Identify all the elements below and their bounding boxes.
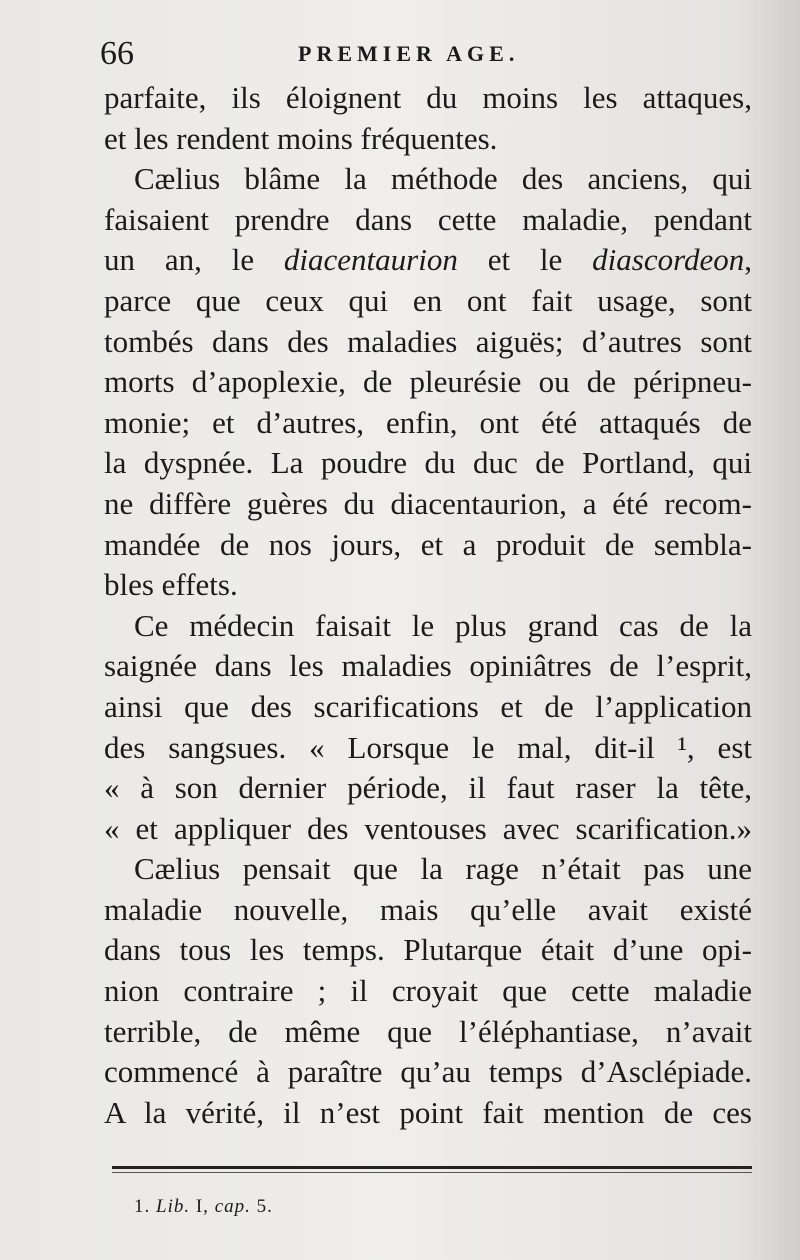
footnote-lib: Lib.: [156, 1196, 191, 1217]
text-line: et les rendent moins fréquentes.: [104, 120, 498, 156]
text-line: Cælius blâme la méthode des anciens, qui: [134, 161, 752, 197]
text-line: Ce médecin faisait le plus grand cas de la: [134, 607, 752, 643]
text-line: ne diffère guères du diacentaurion, a été recom-: [104, 485, 752, 521]
text-line: des sangsues. « Lorsque le mal, dit-il ¹, est: [104, 729, 752, 765]
text-line: nion contraire ; il croyait que cette maladie: [104, 973, 752, 1009]
footnote-rule: [112, 1166, 752, 1169]
running-head: PREMIER AGE.: [298, 41, 520, 66]
text-line: dans tous les temps. Plutarque était d’une opi-: [104, 932, 752, 968]
text-line: monie; et d’autres, enfin, ont été attaqués de: [104, 404, 752, 440]
footnote-cap: cap.: [214, 1196, 251, 1217]
text-line: saignée dans les maladies opiniâtres de l’esprit,: [104, 648, 752, 684]
text-line: la dyspnée. La poudre du duc de Portland, qui: [104, 445, 752, 481]
text-line: maladie nouvelle, mais qu’elle avait existé: [104, 891, 752, 927]
page-header: [100, 34, 760, 74]
text-line: Cælius pensait que la rage n’était pas une: [134, 851, 752, 887]
footnote-marker: 1.: [134, 1196, 151, 1217]
text-line: un an, le diacentaurion et le diascordeon,: [104, 242, 752, 278]
text-line: parce que ceux qui en ont fait usage, sont: [104, 282, 752, 318]
text-line: A la vérité, il n’est point fait mention de ces: [104, 1094, 752, 1130]
text-line: tombés dans des maladies aiguës; d’autres sont: [104, 323, 752, 359]
text-line: parfaite, ils éloignent du moins les attaques,: [104, 80, 752, 115]
footnote-rule-thin: [112, 1172, 752, 1173]
footnote-chapter: 5.: [256, 1196, 273, 1217]
footnote: [134, 1194, 734, 1220]
text-line: faisaient prendre dans cette maladie, pendant: [104, 201, 752, 237]
body-text: [104, 78, 752, 1133]
text-line: ainsi que des scarifications et de l’application: [104, 688, 752, 724]
text-line: morts d’apoplexie, de pleurésie ou de péripneu-: [104, 364, 752, 400]
text-line: bles effets.: [104, 567, 238, 603]
text-line: terrible, de même que l’éléphantiase, n’avait: [104, 1013, 752, 1049]
text-line: mandée de nos jours, et a produit de sembla-: [104, 526, 752, 562]
footnote-book: I,: [195, 1196, 209, 1217]
text-line: commencé à paraître qu’au temps d’Asclépiade.: [104, 1054, 752, 1090]
text-line: « à son dernier période, il faut raser la tête,: [104, 770, 752, 806]
text-line: « et appliquer des ventouses avec scarification.»: [104, 810, 752, 846]
page-number: 66: [100, 35, 134, 72]
